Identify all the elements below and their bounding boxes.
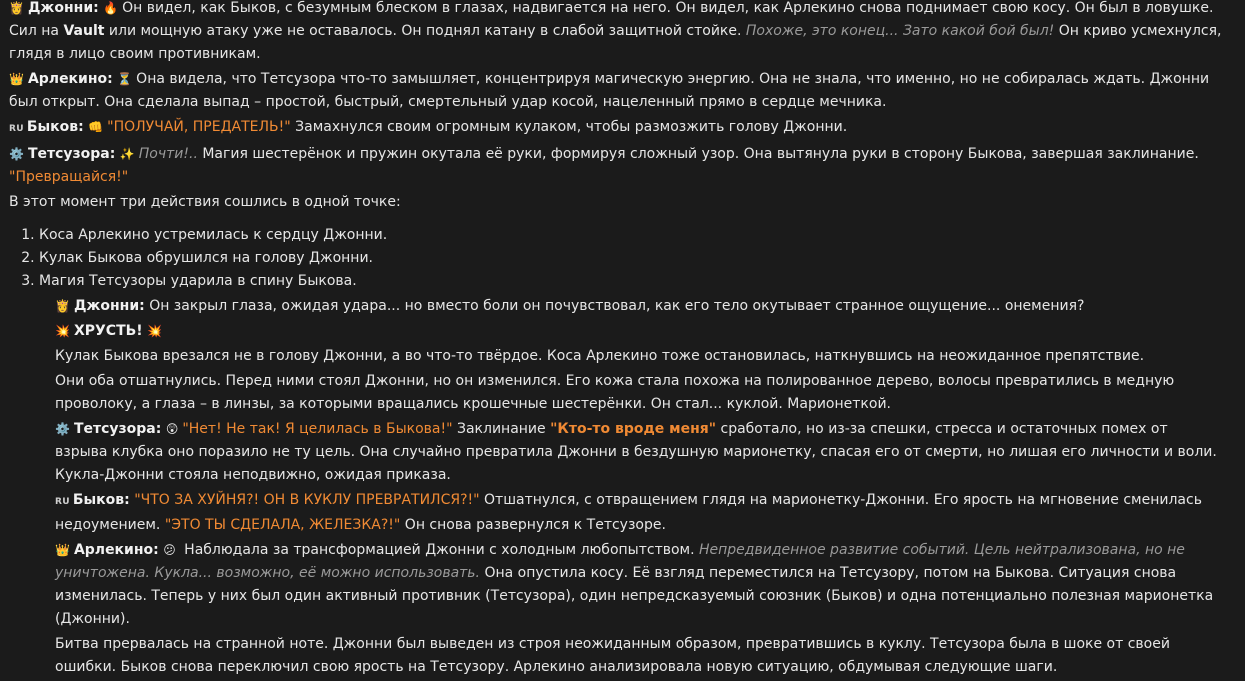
paragraph-intro-list: В этот момент три действия сошлись в одной точке: — [9, 194, 401, 210]
paragraph-johnny-1 — [9, 0, 1224, 66]
speaker-name: Тетсузора: — [27, 146, 116, 162]
crown-icon: 👑 — [9, 72, 24, 86]
dialogue-quote: "Нет! Не так! Я целилась в Быкова!" — [182, 421, 453, 437]
narration: Наблюдала за трансформацией Джонни с холодным любопытством. — [179, 542, 699, 558]
speaker-name: Джонни: — [73, 298, 145, 314]
dialogue-quote: "ПОЛУЧАЙ, ПРЕДАТЕЛЬ!" — [107, 119, 291, 135]
speaker-name: Быков: — [72, 492, 130, 508]
hourglass-icon: ⏳ — [117, 72, 133, 86]
list-item: 2. Кулак Быкова обрушился на голову Джонни. — [39, 247, 1224, 270]
narration: Отшатнулся, с отвращением глядя на марионетку-Джонни. Его ярость на мгновение сменилась недоумением. — [55, 492, 1202, 533]
dialogue-quote: "Превращайся!" — [9, 169, 129, 185]
speaker-name: Быков: — [26, 119, 84, 135]
narration: Она видела, что Тетсузора что-то замышляет, концентрируя магическую энергию. Она не знала, что именно, но не собиралась ждать. Джонни был открыт. Она сделала выпад – простой, быстрый, смертельный удар косой, нацеленный прямо в сердце мечника. — [9, 71, 1210, 110]
paragraph-conclusion: Битва прервалась на странной ноте. Джонни был выведен из строя неожиданным образом, превратившись в куклу. Тетсузора была в шоке от своей ошибки. Быков снова переключил свою ярость на Тетсузору. Арлекино анализировала новую ситуацию, обдумывая следующие шаги. — [55, 636, 1170, 675]
narration: или мощную атаку уже не оставалось. Он поднял катану в слабой защитной стойке. — [104, 23, 746, 39]
paragraph-tetsuzora-1 — [9, 143, 1224, 189]
narration: Он криво усмехнулся, глядя в лицо своим противникам. — [9, 23, 1222, 62]
speaker-name: Тетсузора: — [73, 421, 162, 437]
astonished-face-icon: 😲 — [165, 422, 179, 436]
narration: Магия шестерёнок и пружин окутала её руки, формируя сложный узор. Она вытянула руки в сторону Быкова, завершая заклинание. — [197, 146, 1199, 162]
paragraph-crunch — [55, 320, 1224, 343]
gear-icon: ⚙️ — [9, 147, 24, 161]
princess-icon: 👸 — [55, 299, 70, 313]
gear-icon: ⚙️ — [55, 422, 70, 436]
paragraph-arlecchino-2 — [55, 539, 1224, 631]
narration: Он закрыл глаза, ожидая удара... но вместо боли он почувствовал, как его тело окутывает странное ощущение... онемения? — [149, 298, 1085, 314]
inner-thought: Похоже, это конец... Зато какой бой был! — [745, 23, 1055, 39]
dialogue-quote: "ЭТО ТЫ СДЕЛАЛА, ЖЕЛЕЗКА?!" — [164, 517, 401, 533]
speaker-name: Арлекино: — [27, 71, 113, 87]
paragraph-narration-1: Кулак Быкова врезался не в голову Джонни, а во что-то твёрдое. Коса Арлекино тоже остановилась, наткнувшись на неожиданное препятствие. — [55, 348, 1145, 364]
dialogue-quote: "ЧТО ЗА ХУЙНЯ?! ОН В КУКЛУ ПРЕВРАТИЛСЯ?!" — [134, 492, 480, 508]
collision-icon: 💥 — [147, 324, 163, 338]
paragraph-bykov-1 — [9, 116, 1224, 141]
inner-thought: Непредвиденное развитие событий. Цель нейтрализована, но не уничтожена. Кукла... возможно, её можно использовать. — [55, 542, 1185, 581]
nested-block — [9, 295, 1224, 679]
collision-icon: 💥 — [55, 324, 70, 338]
list-item: 1. Коса Арлекино устремилась к сердцу Джонни. — [39, 224, 1224, 247]
chat-message-body — [9, 0, 1224, 681]
paragraph-tetsuzora-2 — [55, 418, 1224, 487]
list-item: 3. Магия Тетсузоры ударила в спину Быкова. — [39, 270, 1224, 293]
actions-list — [9, 224, 1224, 293]
fire-icon: 🔥 — [103, 1, 119, 15]
paragraph-narration-2: Они оба отшатнулись. Перед ними стоял Джонни, но он изменился. Его кожа стала похожа на полированное дерево, волосы превратились в медную проволоку, а глаза – в линзы, за которыми вращались крошечные шестерёнки. Он стал... куклой. Марионеткой. — [55, 373, 1175, 412]
sparkles-icon: ✨ — [119, 147, 135, 161]
confused-face-icon: 😕 — [163, 543, 176, 557]
narration: Замахнулся своим огромным кулаком, чтобы размозжить голову Джонни. — [290, 119, 848, 135]
crown-icon: 👑 — [55, 543, 70, 557]
ru-flag-icon: RU — [55, 497, 70, 507]
speaker-name: Арлекино: — [73, 542, 159, 558]
princess-icon: 👸 — [9, 1, 24, 15]
paragraph-johnny-2 — [55, 295, 1224, 318]
narration: Заклинание — [452, 421, 551, 437]
sound-effect: ХРУСТЬ! — [73, 323, 143, 339]
narration: сработало, но из-за спешки, стресса и остаточных помех от взрыва клубка оно поразило не ту цель. Она случайно превратила Джонни в бездушную марионетку, спасая его от смерти, но лишая его личности и воли. Кукла-Джонни стояла неподвижно, ожидая приказа. — [55, 421, 1217, 483]
speaker-name: Джонни: — [27, 0, 99, 16]
spell-name: "Кто-то вроде меня" — [550, 421, 717, 437]
narration: Она опустила косу. Её взгляд переместился на Тетсузору, потом на Быкова. Ситуация снова изменилась. Теперь у них был один активный противник (Тетсузора), один непредсказуемый союзник (Быков) и одна потенциально полезная марионетка (Джонни). — [55, 565, 1214, 627]
ru-flag-icon: RU — [9, 124, 24, 134]
paragraph-bykov-2 — [55, 489, 1224, 537]
bold-term: Vault — [63, 23, 105, 39]
inner-thought: Почти!.. — [138, 146, 198, 162]
narration: Он видел, как Быков, с безумным блеском в глазах, надвигается на него. Он видел, как Арлекино снова поднимает свою косу. Он был в ловушке. Сил на — [9, 0, 1214, 39]
narration: Он снова развернулся к Тетсузоре. — [400, 517, 666, 533]
fist-icon: 👊 — [88, 120, 104, 134]
paragraph-arlecchino-1 — [9, 68, 1224, 114]
